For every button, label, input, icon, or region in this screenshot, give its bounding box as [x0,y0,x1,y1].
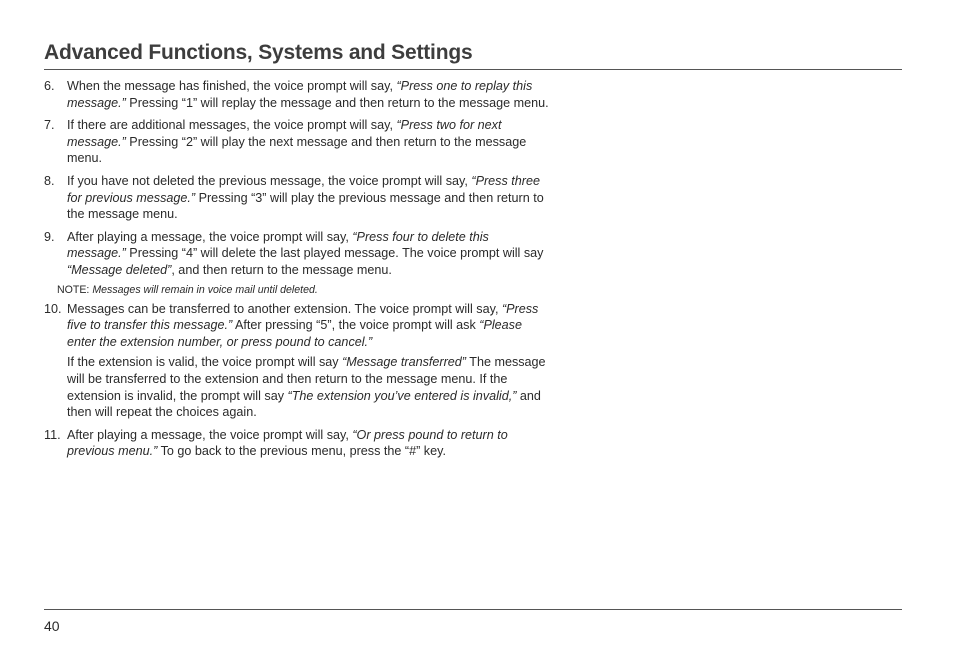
page-number: 40 [44,618,60,634]
item-number: 7. [44,118,55,133]
voice-prompt-quote: “Or press pound to return to previous menu.” [67,427,508,459]
page-title: Advanced Functions, Systems and Settings [44,41,473,64]
voice-prompt-quote: “Message transferred” [342,355,466,370]
note-label: NOTE: [57,283,90,296]
item-number: 8. [44,173,55,188]
voice-prompt-quote: “Press one to replay this message.” [67,79,533,110]
item-text [67,301,549,351]
item-text-part: , and then return to the message menu. [171,262,392,277]
item-text-part: The message will be transferred to the extension and then return to the message menu. If the extension is invalid, the prompt will say [67,355,546,403]
instructions-list [44,78,549,466]
list-item-8 [44,173,549,223]
item-text-part: and then will repeat the choices again. [67,388,541,420]
item-text [67,117,549,167]
list-item-11 [44,427,549,460]
voice-prompt-quote: “Message deleted” [67,262,172,277]
list-item-7 [44,117,549,167]
item-text-part: After playing a message, the voice prompt will say, [67,427,353,442]
item-text [67,229,549,279]
voice-prompt-quote: “Press four to delete this message.” [67,229,489,261]
item-text [67,173,549,223]
list-item-6 [44,78,549,111]
item-text-continued [67,354,549,420]
voice-prompt-quote: “Press five to transfer this message.” [67,301,539,333]
voice-prompt-quote: “Press three for previous message.” [67,173,540,205]
item-text-part: Pressing “1” will replay the message and then return to the message menu. [125,95,549,110]
item-number: 9. [44,229,55,244]
item-text [67,78,549,111]
item-text [67,427,549,460]
voice-prompt-quote: “Please enter the extension number, or press pound to cancel.” [67,318,522,349]
item-number: 10. [44,301,62,316]
item-text-part: Pressing “2” will play the next message and then return to the message menu. [67,134,527,166]
item-text-part: After pressing “5”, the voice prompt will ask [232,318,480,333]
voice-prompt-quote: “Press two for next message.” [67,118,502,149]
footer-divider [44,609,902,610]
item-number: 11. [44,427,61,442]
item-text-part: Pressing “4” will delete the last played message. The voice prompt will say [125,246,544,261]
item-text-part: Pressing “3” will play the previous message and then return to the message menu. [67,190,544,222]
voice-prompt-quote: “The extension you’ve entered is invalid,” [287,388,517,403]
item-text-part: After playing a message, the voice prompt will say, [67,229,353,244]
item-text-part: If the extension is valid, the voice prompt will say [67,355,343,370]
item-text-part: When the message has finished, the voice prompt will say, [67,79,397,93]
item-text-part: To go back to the previous menu, press the “#” key. [157,444,446,459]
item-text-part: If you have not deleted the previous message, the voice prompt will say, [67,173,472,188]
note-text: Messages will remain in voice mail until deleted. [92,283,318,296]
note [57,283,549,297]
item-text-part: Messages can be transferred to another extension. The voice prompt will say, [67,301,502,316]
header-divider [44,69,902,70]
item-text-part: If there are additional messages, the voice prompt will say, [67,118,397,133]
item-number: 6. [44,79,55,93]
list-item-9 [44,229,549,279]
list-item-10 [44,301,549,421]
